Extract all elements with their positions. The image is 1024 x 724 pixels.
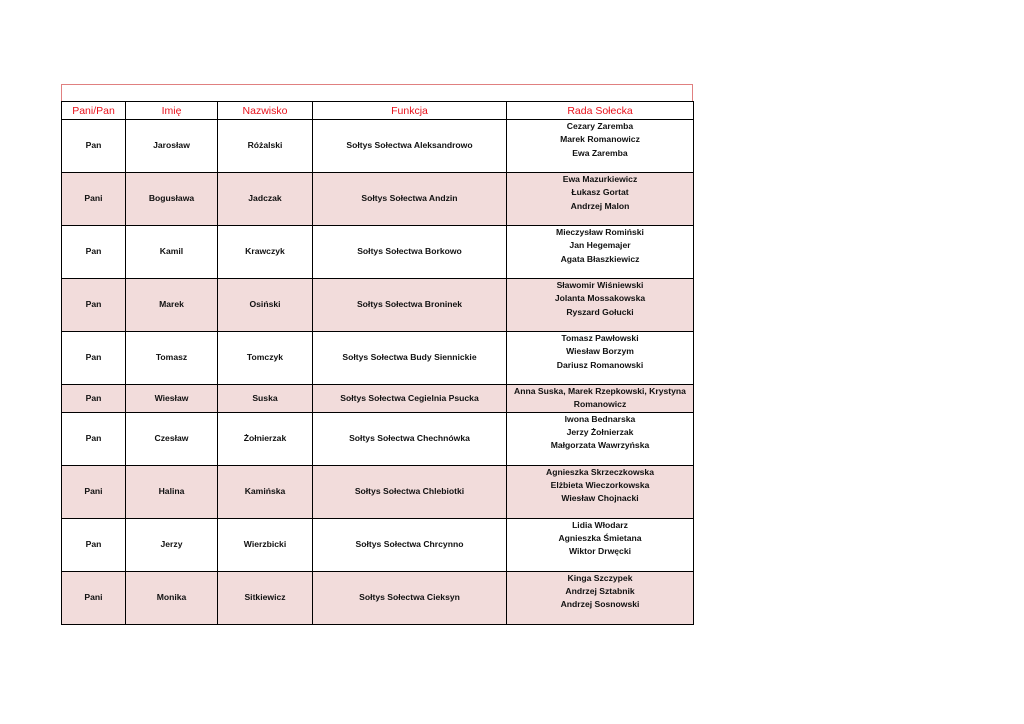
header-funkcja: Funkcja: [313, 102, 507, 120]
nazwisko-cell: Suska: [218, 385, 313, 413]
rada-solecka-cell: [507, 571, 694, 624]
rada-solecka-cell: [507, 412, 694, 465]
imie-cell: Jerzy: [126, 518, 218, 571]
rada-member: Jerzy Żołnierzak: [566, 426, 634, 437]
table-row: [62, 226, 694, 279]
table-row: [62, 120, 694, 173]
header-nazwisko: Nazwisko: [218, 102, 313, 120]
nazwisko-cell: Żołnierzak: [218, 412, 313, 465]
rada-member: Andrzej Sosnowski: [560, 599, 640, 610]
funkcja-cell: Sołtys Sołectwa Chlebiotki: [313, 465, 507, 518]
funkcja-cell: Sołtys Sołectwa Broninek: [313, 279, 507, 332]
rada-member: Sławomir Wiśniewski: [556, 280, 644, 290]
imie-cell: Czesław: [126, 412, 218, 465]
rada-member: Ewa Zaremba: [572, 147, 628, 158]
rada-member: Agnieszka Śmietana: [558, 532, 642, 543]
pani-pan-cell: Pan: [62, 279, 126, 332]
rada-member: Ryszard Gołucki: [566, 306, 634, 317]
nazwisko-cell: Sitkiewicz: [218, 571, 313, 624]
table-row: [62, 332, 694, 385]
rada-member: Kinga Szczypek: [567, 572, 633, 583]
imie-cell: Marek: [126, 279, 218, 332]
rada-member: Romanowicz: [573, 399, 627, 410]
table-row: [62, 465, 694, 518]
rada-member: Łukasz Gortat: [571, 187, 629, 198]
rada-member: Wiesław Chojnacki: [561, 493, 639, 504]
funkcja-cell: Sołtys Sołectwa Aleksandrowo: [313, 120, 507, 173]
rada-member: Elżbieta Wieczorkowska: [550, 479, 650, 490]
table-row: [62, 279, 694, 332]
nazwisko-cell: Jadczak: [218, 173, 313, 226]
funkcja-cell: Sołtys Sołectwa Borkowo: [313, 226, 507, 279]
imie-cell: Kamil: [126, 226, 218, 279]
imie-cell: Halina: [126, 465, 218, 518]
rada-member: Dariusz Romanowski: [556, 359, 644, 370]
rada-member: Marek Romanowicz: [560, 134, 640, 145]
pani-pan-cell: Pan: [62, 412, 126, 465]
header-pani-pan: Pani/Pan: [62, 102, 126, 120]
nazwisko-cell: Wierzbicki: [218, 518, 313, 571]
funkcja-cell: Sołtys Sołectwa Chrcynno: [313, 518, 507, 571]
pani-pan-cell: Pan: [62, 332, 126, 385]
rada-solecka-cell: [507, 120, 694, 173]
pani-pan-cell: Pan: [62, 120, 126, 173]
header-rada-solecka: Rada Sołecka: [507, 102, 694, 120]
rada-member: Wiktor Drwęcki: [568, 546, 631, 557]
rada-member: Andrzej Sztabnik: [565, 585, 635, 596]
rada-solecka-cell: [507, 279, 694, 332]
funkcja-cell: Sołtys Sołectwa Chechnówka: [313, 412, 507, 465]
rada-solecka-cell: [507, 465, 694, 518]
funkcja-cell: Sołtys Sołectwa Cieksyn: [313, 571, 507, 624]
table-row: [62, 173, 694, 226]
rada-solecka-cell: [507, 332, 694, 385]
imie-cell: Jarosław: [126, 120, 218, 173]
rada-member: Andrzej Malon: [570, 200, 630, 211]
pani-pan-cell: Pan: [62, 226, 126, 279]
nazwisko-cell: Tomczyk: [218, 332, 313, 385]
table-row: [62, 571, 694, 624]
funkcja-cell: Sołtys Sołectwa Andzin: [313, 173, 507, 226]
rada-solecka-cell: [507, 518, 694, 571]
imie-cell: Bogusława: [126, 173, 218, 226]
rada-member: Agnieszka Skrzeczkowska: [546, 466, 654, 477]
table-row: [62, 518, 694, 571]
rada-member: Ewa Mazurkiewicz: [562, 174, 638, 184]
rada-member: Iwona Bednarska: [564, 413, 636, 424]
rada-member: Cezary Zaremba: [566, 121, 634, 131]
rada-member: Lidia Włodarz: [572, 519, 628, 530]
nazwisko-cell: Osiński: [218, 279, 313, 332]
rada-member: Jolanta Mossakowska: [554, 293, 646, 304]
rada-member: Agata Błaszkiewicz: [560, 253, 640, 264]
pani-pan-cell: Pani: [62, 571, 126, 624]
imie-cell: Tomasz: [126, 332, 218, 385]
rada-member: Anna Suska, Marek Rzepkowski, Krystyna: [514, 386, 686, 396]
rada-member: Mieczysław Romiński: [556, 227, 644, 237]
solectwa-table: [61, 101, 694, 625]
imie-cell: Wiesław: [126, 385, 218, 413]
table-row: [62, 412, 694, 465]
funkcja-cell: Sołtys Sołectwa Cegielnia Psucka: [313, 385, 507, 413]
pani-pan-cell: Pan: [62, 518, 126, 571]
header-row: [62, 102, 694, 120]
spreadsheet-page: [61, 84, 693, 625]
nazwisko-cell: Różalski: [218, 120, 313, 173]
rada-solecka-cell: [507, 226, 694, 279]
nazwisko-cell: Kamińska: [218, 465, 313, 518]
funkcja-cell: Sołtys Sołectwa Budy Siennickie: [313, 332, 507, 385]
imie-cell: Monika: [126, 571, 218, 624]
empty-title-row: [61, 84, 693, 101]
pani-pan-cell: Pani: [62, 173, 126, 226]
rada-solecka-cell: [507, 173, 694, 226]
header-imie: Imię: [126, 102, 218, 120]
rada-member: Jan Hegemajer: [569, 240, 631, 251]
rada-member: Tomasz Pawłowski: [561, 333, 639, 343]
table-row: [62, 385, 694, 413]
pani-pan-cell: Pani: [62, 465, 126, 518]
pani-pan-cell: Pan: [62, 385, 126, 413]
nazwisko-cell: Krawczyk: [218, 226, 313, 279]
rada-member: Małgorzata Wawrzyńska: [550, 440, 650, 451]
rada-solecka-cell: [507, 385, 694, 413]
rada-member: Wiesław Borzym: [566, 346, 634, 357]
